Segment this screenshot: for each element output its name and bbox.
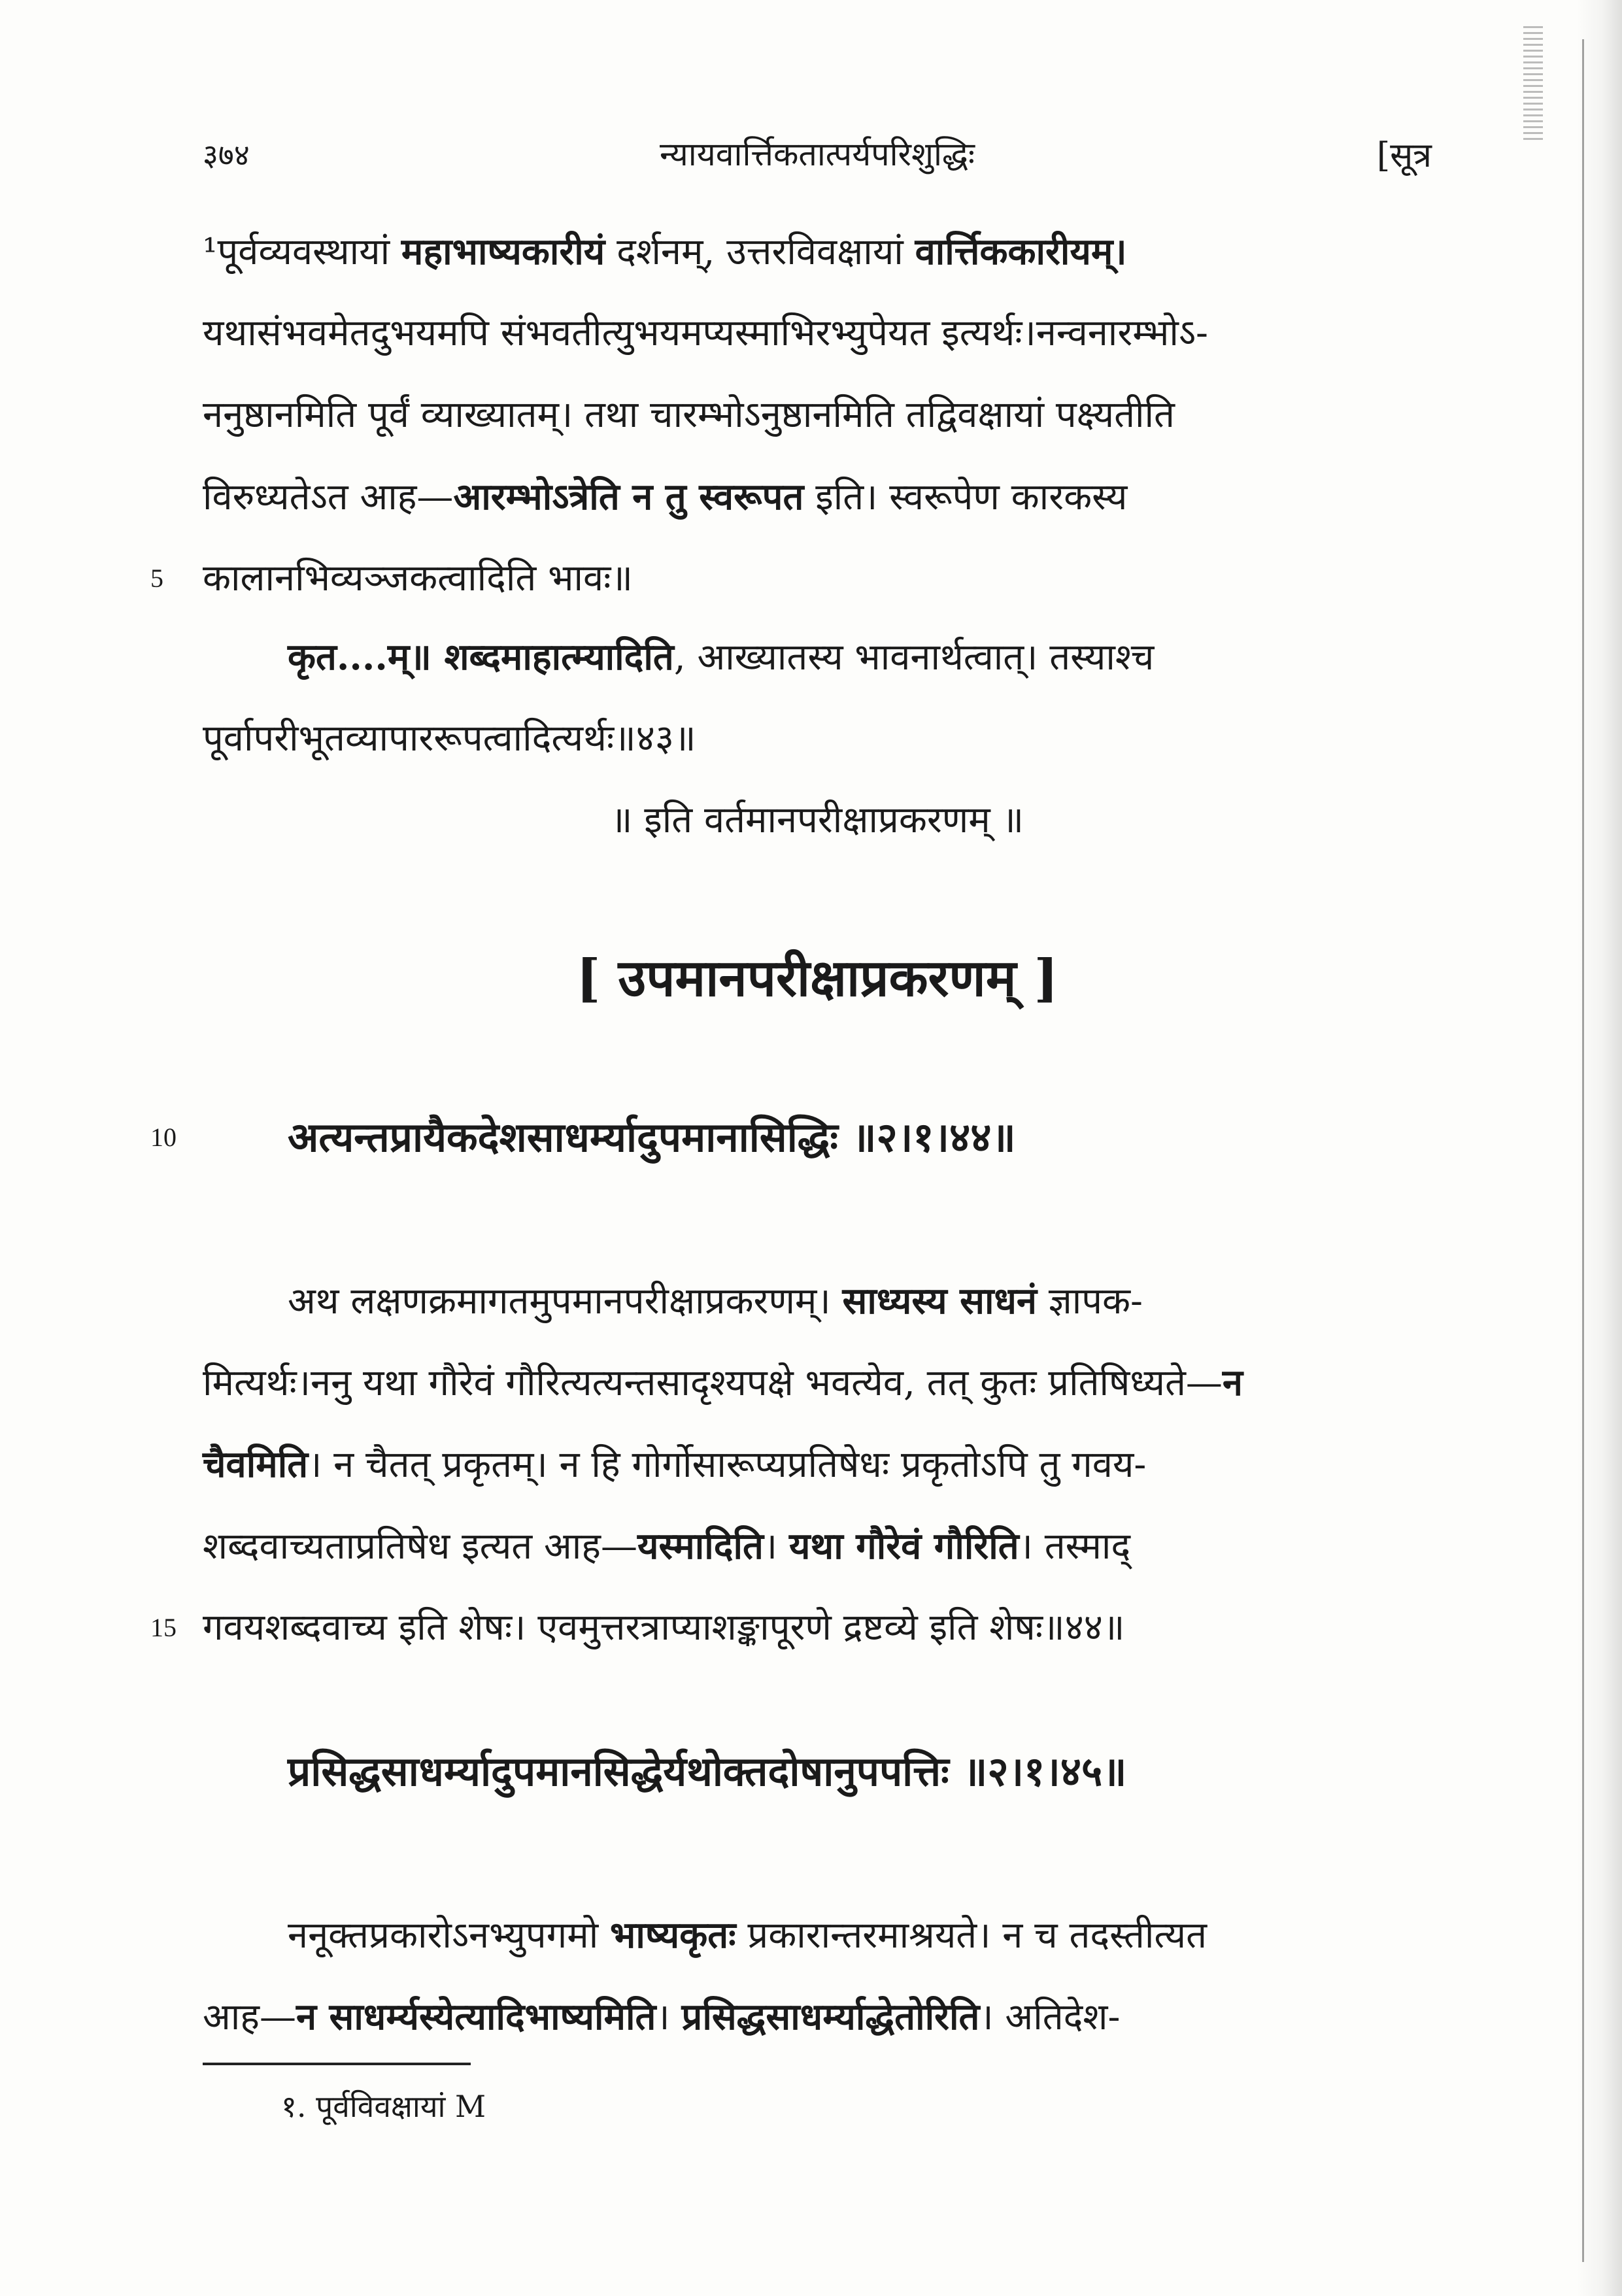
- sutra-2-1-44: अत्यन्तप्रायैकदेशसाधर्म्यादुपमानासिद्धिः ॥२।१।४४॥: [288, 1113, 1016, 1161]
- text-run: शब्दवाच्यताप्रतिषेध इत्यत आह—: [203, 1525, 637, 1568]
- text-run: । न चैतत् प्रकृतम्। न हि गोर्गोसारूप्यप्रतिषेधः प्रकृतोऽपि तु गवय-: [308, 1443, 1147, 1486]
- text-run: ¹पूर्वव्यवस्थायां: [203, 231, 390, 273]
- text-run: ज्ञापक-: [1048, 1280, 1143, 1323]
- para3-line4: [203, 1520, 1432, 1573]
- para3-line3: [203, 1438, 1432, 1491]
- bold-term: न: [1222, 1361, 1243, 1404]
- sutra-mark: [सूत्र: [1376, 136, 1432, 175]
- para3-line5: गवयशब्दवाच्य इति शेषः। एवमुत्तरत्राप्याशङ्कापूरणे द्रष्टव्ये इति शेषः॥४४॥: [203, 1606, 1125, 1649]
- text-run: आह—: [203, 1996, 296, 2038]
- running-title: न्यायवार्त्तिकतात्पर्यपरिशुद्धिः: [660, 135, 975, 173]
- section-title: [ उपमानपरीक्षाप्रकरणम् ]: [576, 949, 1058, 1008]
- bold-term: यस्मादिति: [637, 1525, 764, 1568]
- bold-term: प्रसिद्धसाधर्म्याद्धेतोरिति: [681, 1995, 980, 2038]
- text-run: अथ लक्षणक्रमागतमुपमानपरीक्षाप्रकरणम्।: [288, 1280, 831, 1323]
- para1-line2: यथासंभवमेतदुभयमपि संभवतीत्युभयमप्यस्माभिरभ्युपेयत इत्यर्थः।नन्वनारम्भोऽ-: [203, 312, 1208, 354]
- bold-term: कृत....म्॥ शब्दमाहात्म्यादिति: [288, 635, 674, 679]
- sutra-2-1-45: प्रसिद्धसाधर्म्यादुपमानसिद्धेर्यथोक्तदोषानुपपत्तिः ॥२।१।४५॥: [288, 1747, 1127, 1795]
- running-header: [203, 121, 1432, 180]
- line-number: 15: [150, 1613, 177, 1642]
- bold-term: महाभाष्यकारीयं: [401, 230, 605, 273]
- bold-term: साध्यस्य साधनं: [842, 1279, 1038, 1323]
- bold-term: चैवमिति: [203, 1443, 309, 1486]
- bold-term: यथा गौरेवं गौरिति: [788, 1525, 1019, 1568]
- text-run: । अतिदेश-: [979, 1996, 1121, 2038]
- para4-line2: [203, 1991, 1432, 2044]
- text-run: दर्शनम्, उत्तरविवक्षायां: [617, 231, 904, 273]
- text-run: विरुध्यतेऽत आह—: [203, 476, 454, 518]
- para4-line1: [288, 1909, 1432, 1962]
- text-run: प्रकारान्तरमाश्रयते। न च तदस्तीत्यत: [747, 1914, 1207, 1957]
- bold-term: वार्त्तिककारीयम्।: [915, 230, 1127, 273]
- bold-term: आरम्भोऽत्रेति न तु स्वरूपत: [453, 475, 804, 518]
- text-run: मित्यर्थः।ननु यथा गौरेवं गौरित्यत्यन्तसादृश्यपक्षे भवत्येव, तत् कुतः प्रतिषिध्यते—: [203, 1362, 1223, 1404]
- line-number: 5: [150, 564, 163, 593]
- text-run: । तस्माद्: [1019, 1525, 1131, 1568]
- page-number: ३७४: [203, 137, 250, 173]
- text-run: ननूक्तप्रकारोऽनभ्युपगमो: [288, 1914, 599, 1957]
- para1-line5: कालानभिव्यञ्जकत्वादिति भावः॥: [203, 557, 633, 599]
- text-run: , आख्यातस्य भावनार्थत्वात्। तस्याश्च: [673, 636, 1155, 679]
- footnote: १. पूर्वविवक्षायां M: [281, 2089, 486, 2124]
- bold-term: न साधर्म्यस्येत्यादिभाष्यमिति: [296, 1995, 656, 2038]
- para1-line4: [203, 471, 1432, 524]
- footnote-rule: [203, 2063, 471, 2065]
- bold-term: भाष्यकृतः: [610, 1914, 736, 1957]
- text-run: ।: [763, 1525, 778, 1568]
- text-run: इति। स्वरूपेण कारकस्य: [815, 476, 1128, 518]
- para2-line1: [288, 631, 1432, 684]
- para1-line3: ननुष्ठानमिति पूर्वं व्याख्यातम्। तथा चारम्भोऽनुष्ठानमिति तद्विवक्षायां पक्ष्यतीति: [203, 394, 1175, 436]
- para1-line1: [203, 226, 1432, 279]
- para2-line2: पूर्वापरीभूतव्यापाररूपत्वादित्यर्थः॥४३॥: [203, 717, 696, 760]
- line-number: 10: [150, 1123, 177, 1152]
- para3-line2: [203, 1357, 1432, 1410]
- text-run: ।: [656, 1996, 670, 2038]
- para3-line1: [288, 1275, 1432, 1328]
- scan-binding-line: [1582, 39, 1584, 2262]
- colophon: ॥ इति वर्तमानपरीक्षाप्रकरणम् ॥: [610, 799, 1024, 841]
- scan-noise: [1523, 26, 1543, 144]
